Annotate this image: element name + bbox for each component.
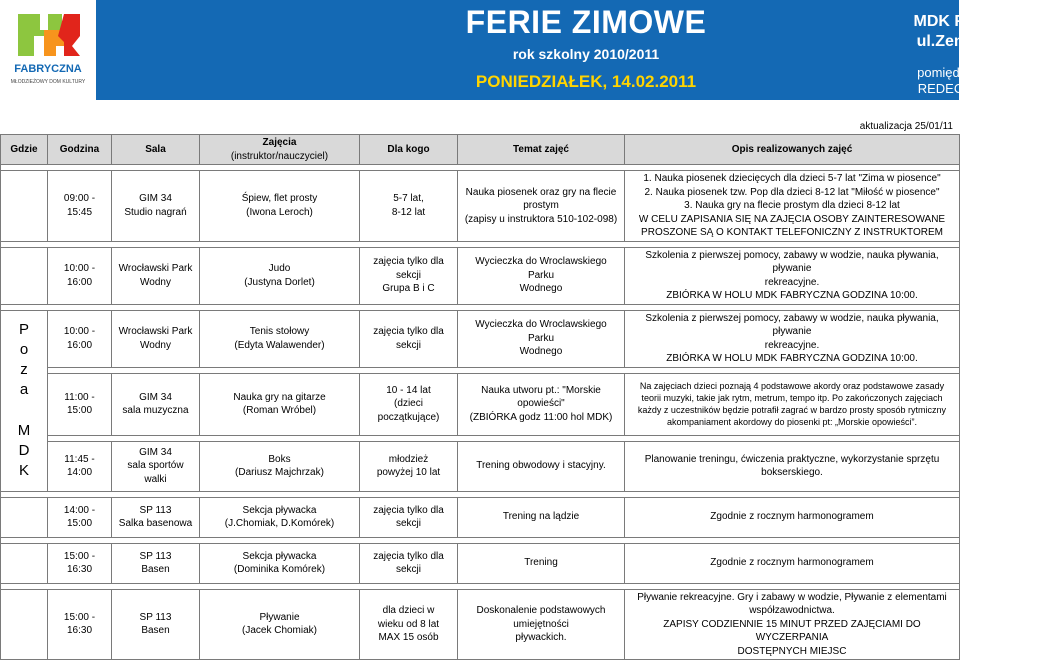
side-label-letter: P	[18, 320, 29, 338]
description-cell	[625, 441, 960, 491]
venue-street: ul.Zemska 16 a	[916, 33, 1031, 50]
description-cell-line: rekreacyjne.	[764, 339, 820, 351]
room-cell-line: Basen	[141, 564, 170, 575]
side-label-letter: a	[19, 381, 29, 399]
room-cell-line: sala muzyczna	[122, 405, 189, 416]
table-row	[1, 171, 960, 242]
room-cell-line: Wodny	[140, 276, 171, 288]
audience-cell-line: młodzież	[388, 453, 429, 465]
school-year: rok szkolny 2010/2011	[512, 46, 660, 62]
description-cell-line: ZBIÓRKA W HOLU MDK FABRYCZNA GODZINA 10:00.	[666, 353, 918, 364]
description-cell-line: PROSZONE SĄ O KONTAKT TELEFONICZNY Z INSTRUKTOREM	[641, 227, 943, 238]
time-cell-line: 09:00 - 15:45	[63, 193, 96, 218]
time-cell	[48, 543, 112, 583]
room-cell	[112, 373, 200, 435]
description-cell-line: bokserskiego.	[761, 467, 823, 478]
activity-cell-line: (Iwona Leroch)	[246, 206, 313, 218]
description-cell-line: 2. Nauka piosenek tzw. Pop dla dzieci 8-12 lat "Miłość w piosence"	[644, 186, 940, 198]
audience-cell	[360, 310, 458, 367]
activity-cell-line: Tenis stołowy	[249, 326, 310, 337]
activity-cell-line: (Dominika Komórek)	[233, 564, 326, 575]
activity-cell	[200, 247, 360, 304]
table-row	[1, 543, 960, 583]
time-cell	[48, 310, 112, 367]
page-title: FERIE ZIMOWE	[465, 4, 707, 40]
where-cell-pozamdk	[1, 310, 48, 491]
audience-cell	[360, 247, 458, 304]
time-cell-line: 14:00 - 15:00	[63, 504, 96, 529]
side-label-letter: o	[19, 340, 29, 358]
audience-cell-line: wieku od 8 lat	[377, 618, 440, 630]
audience-cell	[360, 373, 458, 435]
audience-cell	[360, 441, 458, 491]
room-cell-line: Wodny	[140, 339, 171, 351]
where-cell	[1, 497, 48, 537]
column-header-classes-title: Zajęcia	[262, 137, 297, 148]
room-cell-line: Basen	[141, 625, 170, 637]
description-cell-line: każdy z uczestników będzie potrafił zagrać w bardzo prosty sposób rytmiczny	[637, 405, 947, 415]
time-cell-line: 15:00 - 16:30	[63, 611, 96, 637]
header-band	[96, 0, 1034, 100]
side-label-letter: M	[17, 421, 31, 439]
activity-cell-line: Sekcja pływacka	[242, 504, 317, 516]
topic-cell-line: pływackich.	[515, 632, 567, 643]
description-cell-line: teorii muzyki, takie jak rytm, metrum, tempo itp. Po zakończonych zajęciach	[641, 392, 943, 403]
room-cell	[112, 310, 200, 367]
table-row	[1, 310, 960, 367]
description-cell-line: 3. Nauka gry na flecie prostym dla dzieci 8-12 lat	[684, 200, 900, 211]
activity-cell-line: (Roman Wróbel)	[242, 405, 317, 416]
audience-cell-line: zajęcia tylko dla	[373, 550, 444, 562]
table-header-row	[1, 135, 960, 165]
topic-cell-line: Trening obwodowy i stacyjny.	[476, 460, 606, 472]
logo-text: FABRYCZNA	[14, 63, 82, 75]
activity-cell-line: Pływanie	[259, 611, 300, 623]
activity-cell	[200, 543, 360, 583]
audience-cell-line: dla dzieci w	[382, 605, 435, 616]
room-cell-line: SP 113	[139, 550, 172, 562]
where-cell	[1, 589, 48, 660]
column-header-room: Sala	[112, 135, 200, 165]
topic-cell	[458, 589, 625, 660]
topic-cell-line: (ZBIÓRKA godz 11:00 hol MDK)	[469, 411, 613, 423]
update-note: aktualizacja 25/01/11	[859, 121, 953, 132]
table-row	[1, 247, 960, 304]
room-cell-line: sala sportów	[127, 460, 184, 472]
column-header-topic: Temat zajęć	[458, 135, 625, 165]
description-cell-line: Pływanie rekreacyjne. Gry i zabawy w wodzie, Pływanie z elementami	[637, 591, 947, 603]
where-cell	[1, 171, 48, 242]
description-cell-line: Zgodnie z rocznym harmonogramem	[710, 557, 874, 569]
audience-cell-line: sekcji	[395, 339, 421, 351]
activity-cell-line: Śpiew, flet prosty	[241, 193, 318, 205]
activity-cell	[200, 589, 360, 660]
topic-cell	[458, 543, 625, 583]
activity-cell	[200, 497, 360, 537]
schedule-date: PONIEDZIAŁEK, 14.02.2011	[475, 72, 697, 91]
description-cell-line: Planowanie treningu, ćwiczenia praktyczne, wykorzystanie sprzętu	[644, 453, 940, 465]
topic-cell	[458, 247, 625, 304]
topic-cell-line: Wodnego	[519, 283, 563, 295]
time-cell-line: 11:45 - 14:00	[64, 453, 95, 478]
column-header-classes	[200, 135, 360, 165]
activity-cell-line: (Edyta Walawender)	[234, 339, 325, 351]
venue-neighbors: REDECO a SP 113	[917, 81, 1030, 96]
room-cell	[112, 441, 200, 491]
room-cell	[112, 171, 200, 242]
topic-cell-line: (zapisy u instruktora 510-102-098)	[464, 213, 618, 225]
description-cell	[625, 589, 960, 660]
time-cell	[48, 589, 112, 660]
description-cell-line: współzawodnictwa.	[749, 605, 835, 616]
topic-cell-line: Wycieczka do Wroclawskiego Parku	[475, 256, 607, 281]
description-cell-line: rekreacyjne.	[764, 276, 820, 288]
audience-cell	[360, 171, 458, 242]
topic-cell-line: Trening na lądzie	[502, 511, 580, 523]
topic-cell-line: Trening	[524, 557, 558, 569]
audience-cell-line: sekcji	[395, 518, 421, 529]
time-cell-line: 15:00 - 16:30	[63, 550, 96, 575]
room-cell-line: Wrocławski Park	[118, 326, 193, 337]
side-label-letter: D	[18, 442, 30, 459]
topic-cell-line: Wodnego	[519, 346, 563, 358]
venue-between: pomiędzy pływalnią	[917, 65, 1030, 80]
description-cell-line: Zgodnie z rocznym harmonogramem	[710, 511, 874, 523]
time-cell-line: 11:00 - 15:00	[64, 391, 95, 416]
activity-cell-line: (Jacek Chomiak)	[241, 625, 318, 637]
audience-cell-line: sekcji	[395, 269, 421, 281]
topic-cell	[458, 310, 625, 367]
room-cell-line: Salka basenowa	[118, 518, 193, 529]
description-cell	[625, 247, 960, 304]
description-cell-line: akompaniament akordowy do piosenki pt: „Morskie opowieści”.	[666, 417, 918, 428]
room-cell	[112, 497, 200, 537]
topic-cell	[458, 373, 625, 435]
room-cell-line: SP 113	[139, 504, 172, 516]
room-cell-line: walki	[144, 473, 167, 485]
audience-cell	[360, 589, 458, 660]
activity-cell-line: (Justyna Dorlet)	[244, 276, 315, 288]
topic-cell-line: Nauka utworu pt.: "Morskie opowieści"	[481, 384, 601, 410]
where-cell	[1, 543, 48, 583]
audience-cell-line: zajęcia tylko dla	[373, 256, 444, 268]
description-cell-line: DOSTĘPNYCH MIEJSC	[737, 645, 847, 657]
side-label-letter: z	[20, 361, 28, 378]
activity-cell-line: Boks	[268, 453, 291, 465]
column-header-description: Opis realizowanych zajęć	[625, 135, 960, 165]
topic-cell	[458, 441, 625, 491]
column-header-time: Godzina	[48, 135, 112, 165]
topic-cell	[458, 171, 625, 242]
audience-cell-line: MAX 15 osób	[378, 632, 439, 643]
table-row	[1, 589, 960, 660]
topic-cell-line: Wycieczka do Wroclawskiego Parku	[475, 319, 607, 344]
audience-cell-line: zajęcia tylko dla	[373, 504, 444, 516]
side-label-letter: K	[18, 462, 29, 480]
description-cell-line: Szkolenia z pierwszej pomocy, zabawy w wodzie, nauka pływania, pływanie	[645, 249, 939, 274]
table-row	[1, 441, 960, 491]
mdk-fabryczna-logo	[4, 6, 92, 90]
description-cell-line: Na zajęciach dzieci poznają 4 podstawowe akordy oraz podstawowe zasady	[639, 380, 945, 391]
description-cell	[625, 543, 960, 583]
activity-cell	[200, 171, 360, 242]
description-cell	[625, 373, 960, 435]
room-cell	[112, 247, 200, 304]
column-header-audience: Dla kogo	[360, 135, 458, 165]
logo-subtext: MŁODZIEŻOWY DOM KULTURY	[10, 79, 86, 85]
audience-cell-line: 8-12 lat	[391, 206, 426, 218]
audience-cell	[360, 543, 458, 583]
time-cell	[48, 373, 112, 435]
topic-cell-line: Doskonalenie podstawowych umiejętności	[476, 605, 606, 630]
where-cell	[1, 247, 48, 304]
time-cell	[48, 497, 112, 537]
audience-cell-line: 5-7 lat,	[393, 193, 424, 205]
description-cell	[625, 310, 960, 367]
activity-cell-line: Judo	[268, 263, 291, 274]
time-cell	[48, 247, 112, 304]
activity-cell-line: Sekcja pływacka	[242, 550, 317, 562]
activity-cell-line: (J.Chomiak, D.Komórek)	[224, 518, 335, 529]
activity-cell-line: (Dariusz Majchrzak)	[235, 467, 324, 478]
room-cell	[112, 543, 200, 583]
room-cell-line: Studio nagrań	[124, 206, 187, 218]
activity-cell	[200, 373, 360, 435]
audience-cell-line: powyżej 10 lat	[376, 467, 441, 478]
description-cell-line: ZBIÓRKA W HOLU MDK FABRYCZNA GODZINA 10:00.	[666, 290, 918, 301]
room-cell-line: SP 113	[139, 611, 172, 623]
audience-cell-line: sekcji	[395, 564, 421, 575]
audience-cell-line: zajęcia tylko dla	[373, 326, 444, 337]
room-cell-line: GIM 34	[139, 446, 172, 458]
room-cell-line: Wrocławski Park	[118, 263, 193, 274]
description-cell-line: ZAPISY CODZIENNIE 15 MINUT PRZED ZAJĘCIAMI DO WYCZERPANIA	[663, 618, 921, 643]
description-cell-line: W CELU ZAPISANIA SIĘ NA ZAJĘCIA OSOBY ZAINTERESOWANE	[638, 213, 946, 225]
room-cell	[112, 589, 200, 660]
topic-cell	[458, 497, 625, 537]
schedule-table	[0, 134, 960, 660]
room-cell-line: GIM 34	[139, 391, 172, 403]
time-cell-line: 10:00 - 16:00	[63, 326, 96, 351]
description-cell	[625, 171, 960, 242]
topic-cell-line: Nauka piosenek oraz gry na flecie prostym	[465, 186, 617, 211]
audience-cell-line: początkujące)	[377, 411, 440, 423]
table-row	[1, 497, 960, 537]
venue-name: MDK Fabryczna	[913, 13, 1034, 30]
audience-cell	[360, 497, 458, 537]
room-cell-line: GIM 34	[139, 193, 172, 205]
description-cell	[625, 497, 960, 537]
description-cell-line: 1. Nauka piosenek dziecięcych dla dzieci 5-7 lat "Zima w piosence"	[643, 173, 941, 184]
activity-cell	[200, 310, 360, 367]
table-row	[1, 373, 960, 435]
time-cell	[48, 171, 112, 242]
activity-cell-line: Nauka gry na gitarze	[233, 391, 326, 403]
audience-cell-line: (dzieci	[394, 398, 423, 410]
activity-cell	[200, 441, 360, 491]
column-header-where: Gdzie	[1, 135, 48, 165]
time-cell-line: 10:00 - 16:00	[63, 263, 96, 288]
audience-cell-line: 10 - 14 lat	[386, 384, 431, 396]
description-cell-line: Szkolenia z pierwszej pomocy, zabawy w wodzie, nauka pływania, pływanie	[645, 312, 939, 337]
column-header-classes-sub: (instruktor/nauczyciel)	[230, 150, 329, 162]
audience-cell-line: Grupa B i C	[382, 283, 435, 295]
time-cell	[48, 441, 112, 491]
